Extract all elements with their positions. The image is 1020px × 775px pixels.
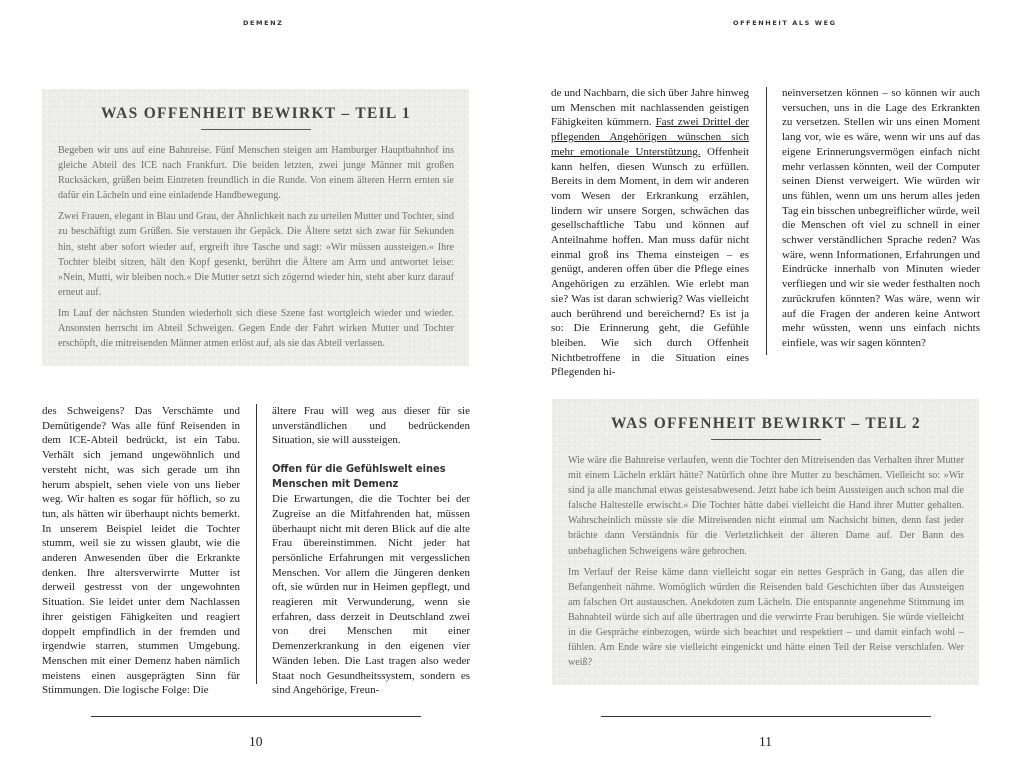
left-page-column-1	[42, 404, 240, 698]
body-text: Offenheit kann helfen, diesen Wunsch zu erfüllen. Bereits in dem Moment, in dem wir anderen vom Wesen der Erkrankung erzählen, lindern wir unsere Sorgen, schwächen das gesellschaftliche Tabu und können auf Anteilnahme hoffen. Man muss dafür nicht einmal groß ins Thema einsteigen – es genügt, anderen offen über die Pflege eines Angehörigen zu erzählen. Wie erlebt man sie? Was ist daran schwierig? Was vielleicht auch berührend und bereichernd? Es ist ja so: Die Erinnerung geht, die Gefühle bleiben. Wie sich durch Offenheit Nichtbetroffene in die Situation eines Pflegenden hi-	[551, 145, 749, 379]
body-text: des Schweigens? Das Verschämte und Demütigende? Was alle fünf Reisenden in dem ICE-Abteil bedrückt, ist ein Tabu. Verhält sich jemand ungewöhnlich und versteht nicht, was sich gerade um ihn herum abspielt, sehen viele von uns lieber weg. Wir halten es sogar für höflich, so zu tun, als hätten wir überhaupt nichts bemerkt. In unserem Beispiel leidet die Tochter stumm, weil sie zu wissen glaubt, wie die anderen Anwesenden über die Erkrankte denken. Ihre altersverwirrte Mutter ist derweil gestresst von der ungewohnten Situation. Sie leidet unter dem Nachlassen ihrer geistigen Fähigkeiten und reagiert doppelt empfindlich in der fremden und irgendwie starren, stummen Umgebung. Menschen mit einer Demenz haben nämlich meistens einen ausgeprägten Sinn für Stimmungen. Die logische Folge: Die	[42, 405, 240, 697]
box-paragraph: Begeben wir uns auf eine Bahnreise. Fünf Menschen steigen am Hamburger Hauptbahnhof ins gleiche Abteil des ICE nach Frankfurt. Die beiden letzten, zwei junge Männer mit großen Rucksäcken, grüßen beim Eintreten freundlich in die Runde. Von einem älteren Herrn ernten sie dafür ein Lächeln und eine einladende Handbewegung.	[58, 145, 454, 202]
column-divider	[766, 87, 767, 355]
box-title: WAS OFFENHEIT BEWIRKT – TEIL 2	[611, 415, 921, 432]
right-page-column-2	[782, 86, 980, 351]
footer-rule-right	[601, 716, 931, 717]
body-text: Die Erwartungen, die die Tochter bei der Zugreise an die Mitfahrenden hat, müssen überhaupt nicht mit deren Blick auf die alte Frau übereinstimmen. Nicht jeder hat persönliche Erfahrungen mit vergesslichen Menschen. Vor allem die Jüngeren denken oft, sie würden nur in Heimen gepflegt, und reagieren mit Verwunderung, wenn sie erfahren, dass derzeit in Deutschland zwei von drei Menschen mit einer Demenzerkrankung in den eigenen vier Wänden leben. Die Last tragen also weder Staat noch Gesundheitssystem, sondern es sind Angehörige, Freun-	[272, 493, 470, 697]
section-subheading: Offen für die Gefühlswelt eines Menschen mit Demenz	[272, 462, 446, 490]
underlined-text: Fast zwei Drittel der pflegenden Angehörigen wünschen sich mehr emotionale Unterstützung.	[551, 116, 749, 158]
info-box-part-1	[42, 89, 469, 366]
box-paragraph: Zwei Frauen, elegant in Blau und Grau, der Ähnlichkeit nach zu urteilen Mutter und Tochter, sind zu beschäftigt zum Grüßen. Sie verstauen ihr Gepäck. Die Ältere setzt sich zwar für Sekunden hin, steht aber sofort wieder auf, ergreift ihre Tasche und sagt: »Wir müssen aussteigen.« Ihre Tochter bleibt sitzen, hält den Kopf gesenkt, berührt die Ältere am Arm und antwortet leise: »Nein, Mutti, wir bleiben noch.« Die Mutter setzt sich zögernd wieder hin, steht aber kurz darauf erneut auf.	[58, 211, 454, 298]
box-title: WAS OFFENHEIT BEWIRKT – TEIL 1	[101, 105, 411, 122]
page-number-left: 10	[249, 734, 263, 749]
running-head-left: DEMENZ	[243, 19, 284, 27]
body-text: de und Nachbarn, die sich über Jahre hinweg um Menschen mit nachlassenden geistigen Fähigkeiten kümmern.	[551, 87, 749, 129]
title-underline	[711, 439, 821, 440]
right-page-column-1	[551, 86, 749, 380]
running-head-right: OFFENHEIT ALS WEG	[733, 19, 837, 27]
footer-rule-left	[91, 716, 421, 717]
box-paragraph: Wie wäre die Bahnreise verlaufen, wenn die Tochter den Mitreisenden das Verhalten ihrer Mutter mit einem Lächeln erklärt hätte? Natürlich ohne ihre Mutter zu beschämen. Vielleicht so: »Wir sind ja alle manchmal etwas geistesabwesend. Jetzt habe ich beim Aussteigen auch schon mal die falsche Haltestelle erwischt.« Die Tochter hätte dabei vielleicht die Hand ihrer Mutter gehalten. Wahrscheinlich müsste sie die Mitreisenden nicht einmal um Nachsicht bitten, denn fast jeder brächte dann Verständnis für die Verletzlichkeit der älteren Dame auf. Der Bann des unbehaglichen Schweigens wäre gebrochen.	[568, 455, 964, 557]
info-box-part-2	[552, 399, 979, 685]
body-text: neinversetzen können – so können wir auch versuchen, uns in die Lage des Erkrankten zu versetzen. Stellen wir uns einen Moment lang vor, wie es wäre, wenn wir uns auf das eigene Erinnerungsvermögen einfach nicht mehr verlassen könnten, weil der Computer seinen Dienst verweigert. Wie würden wir uns fühlen, wenn um uns herum alles jeden Tag ein bisschen unbegreiflicher würde, weil die Menschen oft viel zu schnell in einer schwer verständlichen Sprache reden? Was wäre, wenn Informationen, Erfahrungen und Eindrücke innerhalb von Minuten wieder verfliegen und wir sie weder festhalten noch zurückrufen könnten? Was wäre, wenn wir auf die Fragen der anderen keine Antwort mehr wüssten, wenn uns einfach nichts einfiele, was wir sagen könnten?	[782, 87, 980, 349]
title-underline	[201, 129, 311, 130]
column-divider	[256, 404, 257, 684]
box-paragraph: Im Lauf der nächsten Stunden wiederholt sich diese Szene fast wortgleich wieder und wieder. Ansonsten herrscht im Abteil Schweigen. Gegen Ende der Fahrt wirken Mutter und Tochter erschöpft, die mitreisenden Männer atmen erlöst auf, als sie das Abteil verlassen.	[58, 307, 454, 350]
left-page-column-2	[272, 404, 470, 698]
box-paragraph: Im Verlauf der Reise käme dann vielleicht sogar ein nettes Gespräch in Gang, das allen die Befangenheit nähme. Womöglich würden die Reisenden bald Geschichten über das Aussteigen am falschen Ort austauschen. Anekdoten zum Lächeln. Die entspannte angenehme Stimmung im Bahnabteil würde sich auf alle übertragen und die verwirrte Frau beruhigen. Sie würde vielleicht in die Gespräche einbezogen, würde sich beachtet und respektiert – und damit einfach wohl – fühlen. Am Ende wäre sie vielleicht eingenickt und hätte einen Teil der Reise verschlafen. Wer weiß?	[568, 566, 964, 669]
body-text: ältere Frau will weg aus dieser für sie unverständlichen und bedrückenden Situation, sie will aussteigen.	[272, 405, 470, 447]
page-number-right: 11	[759, 734, 772, 749]
